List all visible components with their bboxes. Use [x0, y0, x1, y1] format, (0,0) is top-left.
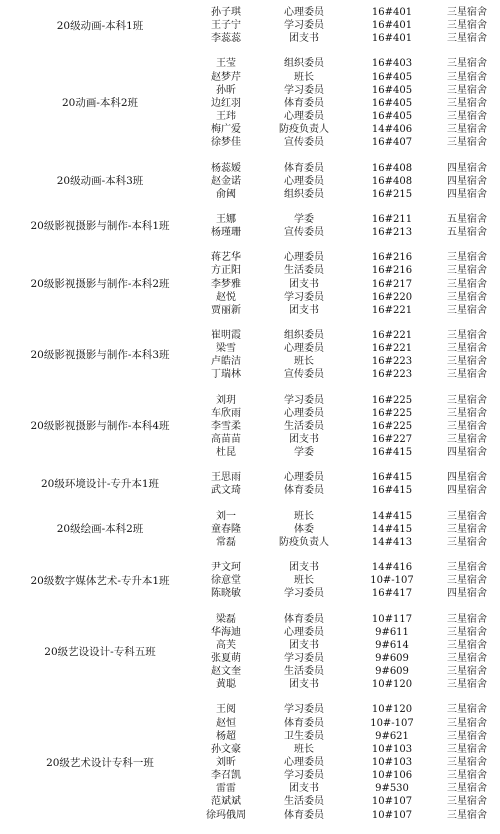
room-number: 16#217 — [371, 278, 413, 290]
room-number: 9#621 — [375, 730, 409, 742]
dorm-star-level: 三星宿舍 — [447, 356, 487, 368]
student-name: 杨超 — [216, 730, 236, 742]
dorm-star-level: 三星宿舍 — [447, 291, 487, 303]
table-row — [0, 782, 500, 795]
student-name: 高芙 — [216, 639, 236, 651]
room-number: 9#614 — [375, 639, 409, 651]
room-number: 16#407 — [371, 137, 413, 149]
student-name: 孙文豪 — [211, 743, 241, 755]
student-name: 蒋艺华 — [211, 252, 241, 264]
student-role: 学习委员 — [284, 20, 324, 32]
table-row — [0, 420, 500, 433]
table-row — [0, 19, 500, 32]
room-number: 16#401 — [371, 33, 413, 45]
dorm-star-level: 四星宿舍 — [447, 188, 487, 200]
dorm-star-level: 三星宿舍 — [447, 97, 487, 109]
room-number: 10#103 — [371, 743, 413, 755]
student-name: 孙昕 — [216, 84, 236, 96]
room-number: 16#216 — [371, 252, 413, 264]
student-name: 卢皓洁 — [211, 356, 241, 368]
table-row — [0, 433, 500, 446]
student-name: 车欣雨 — [211, 407, 241, 419]
room-number: 16#225 — [371, 420, 413, 432]
table-row — [0, 639, 500, 652]
student-name: 高苗苗 — [211, 434, 241, 446]
student-role: 宣传委员 — [284, 227, 324, 239]
student-name: 赵文奎 — [211, 666, 241, 678]
dorm-star-level: 三星宿舍 — [447, 252, 487, 264]
student-name: 王思雨 — [211, 472, 241, 484]
student-name: 俞阈 — [216, 188, 236, 200]
table-row — [0, 703, 500, 716]
student-name: 杨蕊嫒 — [211, 162, 241, 174]
dorm-star-level: 三星宿舍 — [447, 330, 487, 341]
table-row — [0, 665, 500, 678]
room-number: 14#413 — [371, 536, 413, 548]
dorm-star-level: 五星宿舍 — [447, 227, 487, 239]
dorm-star-level: 三星宿舍 — [447, 304, 487, 316]
student-role: 体育委员 — [284, 97, 324, 109]
class-group — [0, 162, 500, 201]
table-row — [0, 574, 500, 587]
student-name: 王玮 — [216, 111, 236, 123]
student-name: 黄聪 — [216, 679, 236, 691]
student-role: 团支书 — [289, 783, 319, 795]
table-row — [0, 71, 500, 84]
student-role: 心理委员 — [284, 626, 324, 638]
student-name: 范斌斌 — [211, 796, 241, 808]
room-number: 16#221 — [371, 304, 413, 316]
student-role: 心理委员 — [284, 7, 324, 18]
student-role: 学习委员 — [284, 588, 324, 600]
dorm-star-level: 三星宿舍 — [447, 111, 487, 123]
room-number: 16#405 — [371, 97, 413, 109]
table-row — [0, 446, 500, 459]
student-name: 尹文珂 — [211, 562, 241, 574]
table-row — [0, 32, 500, 45]
table-row — [0, 84, 500, 97]
student-role: 宣传委员 — [284, 369, 324, 381]
dorm-star-level: 三星宿舍 — [447, 20, 487, 32]
class-name: 20级绘画-本科2班 — [56, 523, 144, 536]
room-number: 16#225 — [371, 394, 413, 406]
student-role: 团支书 — [289, 562, 319, 574]
student-name: 王莹 — [216, 58, 236, 70]
table-row — [0, 6, 500, 19]
student-name: 徐玛俄周 — [206, 809, 246, 821]
class-name: 20级影视摄影与制作-本科1班 — [30, 220, 170, 233]
dorm-star-level: 三星宿舍 — [447, 562, 487, 574]
student-role: 心理委员 — [284, 111, 324, 123]
dorm-star-level: 三星宿舍 — [447, 343, 487, 355]
class-name: 20级影视摄影与制作-本科2班 — [30, 278, 170, 291]
table-row — [0, 291, 500, 304]
student-role: 体委 — [294, 523, 314, 535]
table-row — [0, 809, 500, 822]
student-name: 赵梦芹 — [211, 71, 241, 83]
student-name: 王娜 — [216, 213, 236, 225]
student-name: 杜昆 — [216, 447, 236, 459]
class-name: 20级影视摄影与制作-本科4班 — [30, 420, 170, 433]
student-role: 学习委员 — [284, 652, 324, 664]
student-role: 团支书 — [289, 304, 319, 316]
student-role: 体育委员 — [284, 613, 324, 625]
room-number: 10#120 — [371, 679, 413, 691]
dorm-star-level: 三星宿舍 — [447, 434, 487, 446]
student-name: 武文琦 — [211, 485, 241, 497]
table-row — [0, 407, 500, 420]
student-role: 心理委员 — [284, 175, 324, 187]
table-row — [0, 587, 500, 600]
class-group — [0, 703, 500, 821]
class-group — [0, 561, 500, 600]
class-group — [0, 251, 500, 317]
student-role: 学委 — [294, 213, 314, 225]
table-row — [0, 226, 500, 239]
student-role: 学习委员 — [284, 291, 324, 303]
student-role: 组织委员 — [284, 188, 324, 200]
student-name: 雷雷 — [216, 783, 236, 795]
table-row — [0, 730, 500, 743]
room-number: 10#107 — [371, 809, 413, 821]
table-row — [0, 484, 500, 497]
student-name: 王阅 — [216, 704, 236, 716]
table-row — [0, 278, 500, 291]
table-row — [0, 510, 500, 523]
student-role: 学习委员 — [284, 704, 324, 716]
dorm-star-level: 三星宿舍 — [447, 666, 487, 678]
room-number: 10#120 — [371, 704, 413, 716]
dorm-star-level: 四星宿舍 — [447, 485, 487, 497]
room-number: 16#415 — [371, 485, 413, 497]
dorm-star-level: 三星宿舍 — [447, 420, 487, 432]
student-name: 赵恒 — [216, 717, 236, 729]
student-role: 心理委员 — [284, 757, 324, 769]
dorm-star-level: 三星宿舍 — [447, 743, 487, 755]
dorm-star-level: 四星宿舍 — [447, 447, 487, 459]
dorm-star-level: 三星宿舍 — [447, 369, 487, 381]
table-row — [0, 613, 500, 626]
dorm-star-level: 三星宿舍 — [447, 58, 487, 70]
student-name: 常磊 — [216, 536, 236, 548]
room-number: 9#609 — [375, 652, 409, 664]
student-role: 生活委员 — [284, 666, 324, 678]
dorm-star-level: 三星宿舍 — [447, 613, 487, 625]
student-role: 学委 — [294, 447, 314, 459]
dorm-star-level: 四星宿舍 — [447, 588, 487, 600]
dorm-star-level: 三星宿舍 — [447, 730, 487, 742]
table-row — [0, 743, 500, 756]
student-name: 刘昕 — [216, 757, 236, 769]
student-role: 团支书 — [289, 33, 319, 45]
room-number: 14#416 — [371, 562, 413, 574]
student-name: 李召凯 — [211, 770, 241, 782]
room-number: 10#103 — [371, 757, 413, 769]
dorm-star-level: 三星宿舍 — [447, 717, 487, 729]
student-name: 贾丽新 — [211, 304, 241, 316]
room-number: 16#417 — [371, 588, 413, 600]
table-row — [0, 57, 500, 70]
table-row — [0, 561, 500, 574]
room-number: 16#403 — [371, 58, 413, 70]
student-role: 组织委员 — [284, 330, 324, 341]
room-number: 10#117 — [371, 613, 413, 625]
room-number: 16#405 — [371, 71, 413, 83]
student-name: 王子宁 — [211, 20, 241, 32]
student-role: 班长 — [294, 71, 314, 83]
student-role: 学习委员 — [284, 770, 324, 782]
class-name: 20级影视摄影与制作-本科3班 — [30, 349, 170, 362]
room-number: 9#609 — [375, 666, 409, 678]
student-role: 心理委员 — [284, 343, 324, 355]
table-row — [0, 678, 500, 691]
dorm-star-level: 三星宿舍 — [447, 639, 487, 651]
room-number: 16#215 — [371, 188, 413, 200]
student-name: 方正阳 — [211, 265, 241, 277]
table-row — [0, 136, 500, 149]
student-role: 团支书 — [289, 679, 319, 691]
room-number: 16#415 — [371, 447, 413, 459]
student-name: 赵悦 — [216, 291, 236, 303]
student-name: 刘玥 — [216, 394, 236, 406]
room-number: 16#216 — [371, 265, 413, 277]
class-name: 20级动画-本科3班 — [56, 175, 144, 188]
student-name: 梁雪 — [216, 343, 236, 355]
table-row — [0, 188, 500, 201]
student-role: 体育委员 — [284, 485, 324, 497]
table-row — [0, 110, 500, 123]
student-name: 李梦雅 — [211, 278, 241, 290]
room-number: 16#221 — [371, 343, 413, 355]
student-name: 边红羽 — [211, 97, 241, 109]
student-role: 生活委员 — [284, 420, 324, 432]
student-name: 徐梦佳 — [211, 137, 241, 149]
dorm-star-level: 三星宿舍 — [447, 33, 487, 45]
student-role: 心理委员 — [284, 252, 324, 264]
student-name: 陈晓敏 — [211, 588, 241, 600]
room-number: 16#211 — [371, 213, 413, 225]
student-role: 团支书 — [289, 434, 319, 446]
dorm-star-level: 四星宿舍 — [447, 162, 487, 174]
class-group — [0, 6, 500, 45]
student-role: 班长 — [294, 510, 314, 522]
dorm-star-level: 三星宿舍 — [447, 84, 487, 96]
room-number: 16#405 — [371, 84, 413, 96]
student-role: 心理委员 — [284, 407, 324, 419]
table-row — [0, 175, 500, 188]
table-row — [0, 523, 500, 536]
room-number: 10#107 — [371, 796, 413, 808]
room-number: 16#408 — [371, 175, 413, 187]
table-row — [0, 394, 500, 407]
table-row — [0, 769, 500, 782]
dorm-star-level: 三星宿舍 — [447, 626, 487, 638]
table-row — [0, 471, 500, 484]
table-row — [0, 162, 500, 175]
student-role: 组织委员 — [284, 58, 324, 70]
student-role: 生活委员 — [284, 796, 324, 808]
dorm-star-level: 三星宿舍 — [447, 783, 487, 795]
student-name: 李蕊蕊 — [211, 33, 241, 45]
student-role: 班长 — [294, 575, 314, 587]
room-number: 10#106 — [371, 770, 413, 782]
dorm-star-level: 四星宿舍 — [447, 472, 487, 484]
student-role: 团支书 — [289, 639, 319, 651]
room-number: 9#611 — [375, 626, 409, 638]
student-role: 体育委员 — [284, 162, 324, 174]
dorm-star-level: 三星宿舍 — [447, 536, 487, 548]
table-row — [0, 97, 500, 110]
dorm-star-level: 三星宿舍 — [447, 394, 487, 406]
room-number: 9#530 — [375, 783, 409, 795]
table-row — [0, 123, 500, 136]
room-number: 16#408 — [371, 162, 413, 174]
student-name: 丁瑞林 — [211, 369, 241, 381]
dorm-star-level: 三星宿舍 — [447, 679, 487, 691]
dorm-star-level: 三星宿舍 — [447, 523, 487, 535]
student-role: 体育委员 — [284, 809, 324, 821]
room-number: 16#220 — [371, 291, 413, 303]
class-group — [0, 394, 500, 460]
student-name: 徐意堂 — [211, 575, 241, 587]
dorm-star-level: 三星宿舍 — [447, 652, 487, 664]
table-row — [0, 368, 500, 381]
table-row — [0, 251, 500, 264]
class-name: 20级环境设计-专升本1班 — [40, 478, 160, 491]
table-row — [0, 536, 500, 549]
dorm-star-level: 五星宿舍 — [447, 213, 487, 225]
table-row — [0, 626, 500, 639]
student-name: 刘一 — [216, 510, 236, 522]
student-role: 学习委员 — [284, 394, 324, 406]
room-number: 16#401 — [371, 20, 413, 32]
room-number: 16#225 — [371, 407, 413, 419]
class-name: 20级艺术设计专科一班 — [46, 756, 154, 769]
student-name: 童春隆 — [211, 523, 241, 535]
class-name: 20级动画-本科1班 — [56, 19, 144, 32]
dorm-star-level: 三星宿舍 — [447, 278, 487, 290]
room-number: 14#415 — [371, 523, 413, 535]
student-role: 生活委员 — [284, 265, 324, 277]
student-name: 张夏萌 — [211, 652, 241, 664]
student-role: 学习委员 — [284, 84, 324, 96]
student-role: 团支书 — [289, 278, 319, 290]
student-role: 班长 — [294, 743, 314, 755]
room-number: 10#-107 — [370, 717, 414, 729]
student-role: 防疫负责人 — [279, 536, 329, 548]
class-group — [0, 510, 500, 549]
class-group — [0, 57, 500, 149]
room-number: 16#223 — [371, 356, 413, 368]
dorm-star-level: 四星宿舍 — [447, 175, 487, 187]
table-row — [0, 342, 500, 355]
student-name: 赵金诺 — [211, 175, 241, 187]
dorm-star-level: 三星宿舍 — [447, 575, 487, 587]
room-number: 14#415 — [371, 510, 413, 522]
class-group — [0, 471, 500, 497]
student-role: 卫生委员 — [284, 730, 324, 742]
dorm-star-level: 三星宿舍 — [447, 71, 487, 83]
room-number: 16#213 — [371, 227, 413, 239]
table-row — [0, 717, 500, 730]
student-role: 心理委员 — [284, 472, 324, 484]
student-name: 梅广爱 — [211, 124, 241, 136]
student-name: 崔明霞 — [211, 330, 241, 341]
class-group — [0, 613, 500, 692]
student-name: 梁磊 — [216, 613, 236, 625]
room-number: 16#415 — [371, 472, 413, 484]
dorm-star-level: 三星宿舍 — [447, 757, 487, 769]
room-number: 16#227 — [371, 434, 413, 446]
room-number: 16#405 — [371, 111, 413, 123]
class-name: 20级艺设设计-专科五班 — [44, 645, 156, 658]
dorm-star-level: 三星宿舍 — [447, 7, 487, 18]
table-row — [0, 329, 500, 342]
student-role: 体育委员 — [284, 717, 324, 729]
table-row — [0, 304, 500, 317]
student-role: 班长 — [294, 356, 314, 368]
dorm-star-level: 三星宿舍 — [447, 770, 487, 782]
student-name: 李雪柔 — [211, 420, 241, 432]
room-number: 10#-107 — [370, 575, 414, 587]
dorm-star-level: 三星宿舍 — [447, 809, 487, 821]
room-number: 16#223 — [371, 369, 413, 381]
dorm-star-level: 三星宿舍 — [447, 124, 487, 136]
dorm-star-level: 三星宿舍 — [447, 265, 487, 277]
student-role: 宣传委员 — [284, 137, 324, 149]
room-number: 16#401 — [371, 7, 413, 18]
table-row — [0, 264, 500, 277]
dorm-star-level: 三星宿舍 — [447, 704, 487, 716]
dorm-star-level: 三星宿舍 — [447, 510, 487, 522]
table-row — [0, 795, 500, 808]
class-group — [0, 329, 500, 382]
class-group — [0, 213, 500, 239]
room-number: 16#221 — [371, 330, 413, 341]
student-name: 孙子琪 — [211, 7, 241, 18]
dorm-star-level: 三星宿舍 — [447, 137, 487, 149]
table-row — [0, 213, 500, 226]
class-name: 20动画-本科2班 — [61, 97, 139, 110]
table-row — [0, 652, 500, 665]
student-role: 防疫负责人 — [279, 124, 329, 136]
table-row — [0, 756, 500, 769]
student-name: 华海迪 — [211, 626, 241, 638]
table-row — [0, 355, 500, 368]
dorm-star-level: 三星宿舍 — [447, 407, 487, 419]
student-name: 杨瑾珊 — [211, 227, 241, 239]
dorm-star-level: 三星宿舍 — [447, 796, 487, 808]
room-number: 14#406 — [371, 124, 413, 136]
class-name: 20级数字媒体艺术-专升本1班 — [30, 574, 170, 587]
